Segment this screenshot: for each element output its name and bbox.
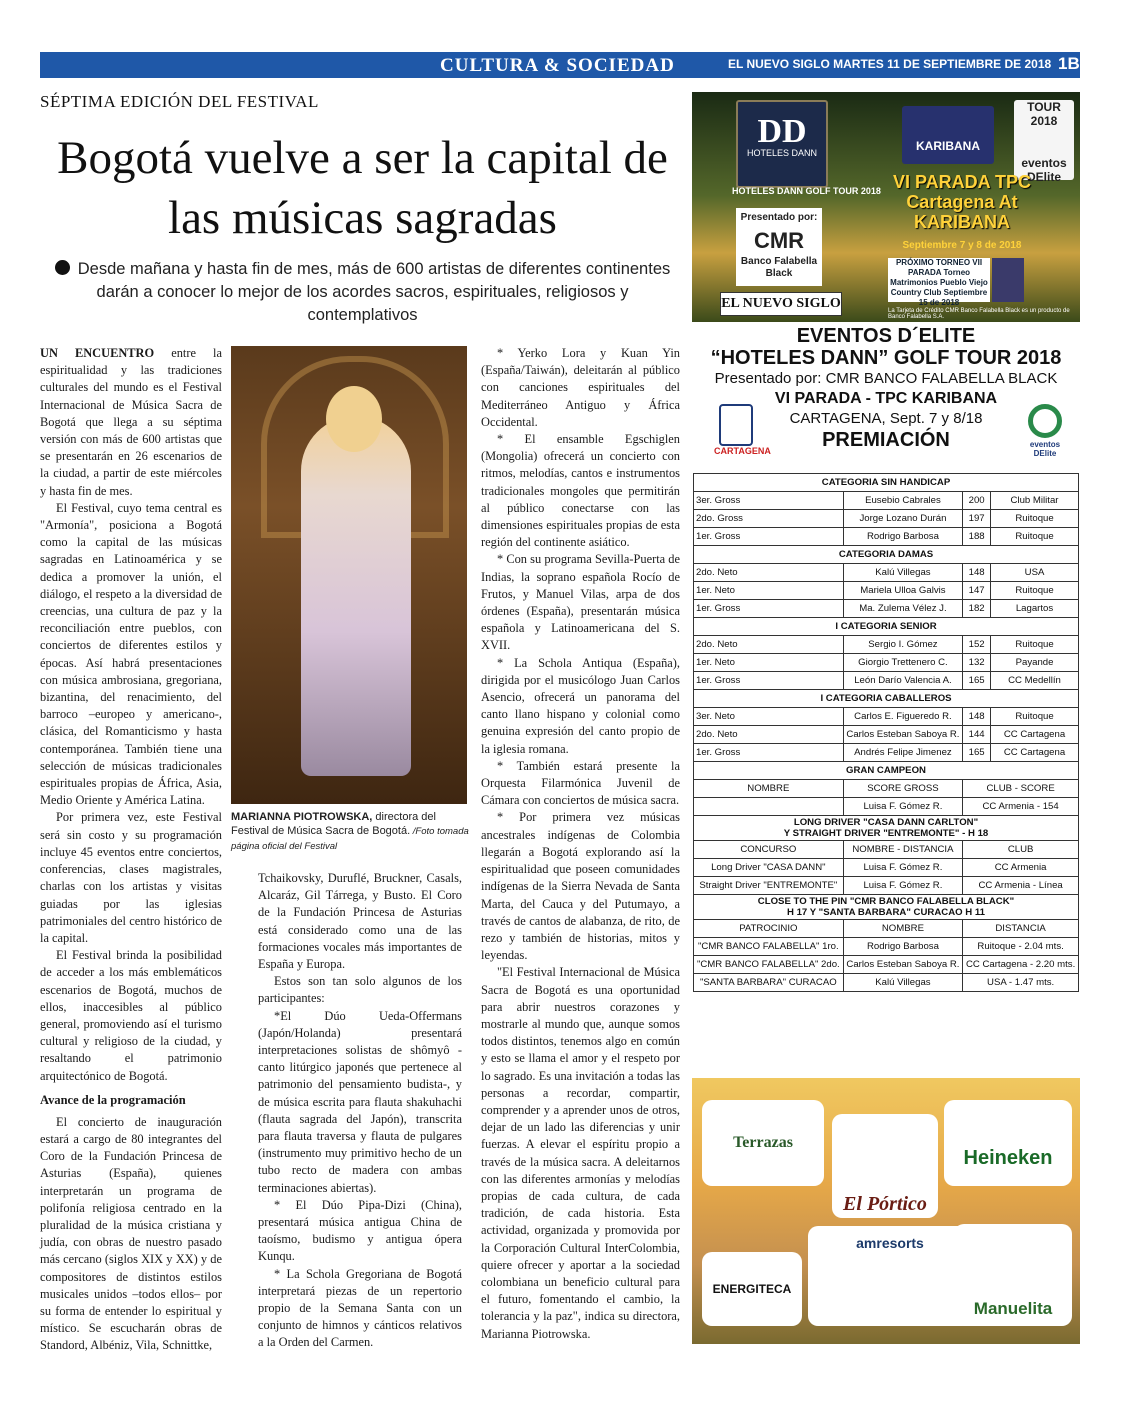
table-row: 1er. Neto Mariela Ulloa Galvis 147 Ruitoque bbox=[694, 582, 1079, 600]
eventos-place: CARTAGENA, Sept. 7 y 8/18 bbox=[789, 410, 983, 427]
paragraph: UN ENCUENTRO entre la espiritualidad y las tradiciones culturales del mundo es el Festival Internacional de Música Sacra de Bogotá que llega a su séptima versión con más de 600 artistas que se presentarán en 26 escenarios de la ciudad, a partir de este miércoles y hasta fin de mes. bbox=[40, 346, 222, 498]
results-table bbox=[693, 473, 1079, 992]
article-kicker: SÉPTIMA EDICIÓN DEL FESTIVAL bbox=[40, 92, 319, 111]
paragraph: * También estará presente la Orquesta Filarmónica Juvenil de Cámara con conciertos de música sacra. bbox=[481, 758, 680, 808]
bullet-icon bbox=[55, 260, 70, 275]
table-row: 2do. Gross Jorge Lozano Durán 197 Ruitoque bbox=[694, 510, 1079, 528]
paragraph: El concierto de inauguración estará a cargo de 80 integrantes del Coro de la Fundación Princesa de Asturias (España), quienes interpretarán un programa de polifonía religiosa centrado en la pluralidad de la música cristiana y judía, con obras de nuestro pasado más cercano (siglos XIX y XX) y de compositores de distintos estilos musicales unidos –todos ellos– por su forma de entender lo espiritual y místico. Se escucharán obras de Standord, Albéniz, Vila, Schnittke, bbox=[40, 1114, 222, 1353]
table-row: "SANTA BARBARA" CURACAO Kalú Villegas USA - 1.47 mts. bbox=[694, 974, 1079, 992]
paragraph: Tchaikovsky, Duruflé, Bruckner, Casals, Alcaráz, Gil Tárrega, y Busto. El Coro de la Fundación Princesa de Asturias está considerado como una de las formaciones vocales más importantes de España y Europa. bbox=[258, 871, 462, 972]
article-photo bbox=[231, 346, 467, 804]
table-row: 1er. Gross León Darío Valencia A. 165 CC Medellín bbox=[694, 672, 1079, 690]
paragraph: * Por primera vez músicas ancestrales indígenas de Colombia llegarán a Bogotá explorando así la espiritualidad que poseen comunidades indígenas de la Sierra Nevada de Santa Marta, del Cauca y del Putumayo, a través de cantos de alabanza, de rito, de rezo y también de historias, mitos y leyendas. bbox=[481, 810, 680, 963]
table-row: 1er. Gross Rodrigo Barbosa 188 Ruitoque bbox=[694, 528, 1079, 546]
table-row: 3er. Gross Eusebio Cabrales 200 Club Militar bbox=[694, 492, 1079, 510]
table-row: 3er. Neto Carlos E. Figueredo R. 148 Ruitoque bbox=[694, 708, 1079, 726]
table-row: 2do. Neto Carlos Esteban Saboya R. 144 CC Cartagena bbox=[694, 726, 1079, 744]
vi-parada-dates: Septiembre 7 y 8 de 2018 bbox=[902, 240, 1022, 251]
table-row: Long Driver "CASA DANN" Luisa F. Gómez R. CC Armenia bbox=[694, 859, 1079, 877]
golf-tour-ad bbox=[692, 92, 1080, 322]
golf-tour-label: HOTELES DANN GOLF TOUR 2018 bbox=[732, 186, 881, 196]
paragraph: * Yerko Lora y Kuan Yin (España/Taiwán), deleitarán al público con canciones espirituales del Mediterráneo Antiguo y África Occidental. bbox=[481, 346, 680, 429]
paragraph: El Festival, cuyo tema central es "Armonía", posiciona a Bogotá como la capital de las músicas sagradas en Latinoamérica y se dedica a promover la unión, el diálogo, el respeto a la diversidad de creencias, una cultura de paz y la reconciliación entre pueblos, con conciertos de diferentes estilos y épocas. Así habrá presentaciones con música ambrosiana, gregoriana, bizantina, del renacimiento, del barroco –europeo y americano-, clásica, del Romanticismo y hasta contemporánea. También tiene una selección de músicas tradicionales espirituales propias de África, Asia, Medio Oriente y América Latina. bbox=[40, 500, 222, 808]
table-section-title: LONG DRIVER "CASA DANN CARLTON" Y STRAIGHT DRIVER "ENTREMONTE" - H 18 bbox=[694, 816, 1079, 841]
next-tournament-box: PRÓXIMO TORNEO VII PARADA Torneo Matrimonios Pueblo Viejo Country Club Septiembre 15 de 2018 bbox=[888, 258, 990, 302]
article-headline: Bogotá vuelve a ser la capital de las músicas sagradas bbox=[57, 132, 668, 244]
table-section-title: CATEGORIA DAMAS bbox=[694, 546, 1079, 564]
article-column-2 bbox=[258, 870, 462, 1352]
tpc-cartagena-logo: CARTAGENA bbox=[714, 404, 758, 464]
table-section-title: CATEGORIA SIN HANDICAP bbox=[694, 474, 1079, 492]
tpc-icon bbox=[719, 404, 753, 446]
hoteles-dann-logo: DD HOTELES DANN bbox=[736, 100, 828, 188]
section-subhead: Avance de la programación bbox=[40, 1092, 186, 1107]
photo-head bbox=[326, 386, 382, 452]
nuevo-siglo-tag: EL NUEVO SIGLO bbox=[720, 292, 842, 316]
el-portico-logo: El Pórtico bbox=[832, 1114, 938, 1218]
table-section-title: CLOSE TO THE PIN "CMR BANCO FALABELLA BLACK" H 17 Y "SANTA BARBARA" CURACAO H 11 bbox=[694, 895, 1079, 920]
section-title: CULTURA & SOCIEDAD bbox=[440, 55, 675, 76]
table-row: 1er. Gross Ma. Zulema Vélez J. 182 Lagartos bbox=[694, 600, 1079, 618]
energiteca-logo: ENERGITECA bbox=[702, 1252, 802, 1326]
photo-figure bbox=[301, 416, 411, 776]
ad-fine-print: La Tarjeta de Crédito CMR Banco Falabella Black es un producto de Banco Falabella S.A. bbox=[888, 308, 1070, 320]
eventos-subtitle: “HOTELES DANN” GOLF TOUR 2018 bbox=[710, 347, 1062, 369]
paragraph: El Festival brinda la posibilidad de acceder a los más emblemáticos escenarios de Bogotá, muchos de ellos, inaccesibles al público general, promoviendo así el turismo cultural y religioso de la ciudad, y resaltando el patrimonio arquitectónico de Bogotá. bbox=[40, 948, 222, 1083]
paragraph: *El Dúo Ueda-Offermans (Japón/Holanda) presentará interpretaciones solistas de shômyô -canto litúrgico japonés que pertenece al patrimonio del pensamiento budista-, y de música escrita para flauta shakuhachi (flauta sagrada del Japón), transcrita para flauta traversa y flauta de pulgares (instrumento muy primitivo hecho de un tubo recto de madera con ambas terminaciones abiertas). bbox=[258, 1008, 462, 1195]
paragraph: * El ensamble Egschiglen (Mongolia) ofrecerá un concierto con ritmos, melodías, cantos e instrumentos tradicionales mongoles que permitirán al público conectarse con las dimensiones espirituales propias de esta región del continente asiático. bbox=[481, 432, 680, 550]
photo-caption: MARIANNA PIOTROWSKA, directora del Festival de Música Sacra de Bogotá. /Foto tomada página oficial del Festival bbox=[231, 811, 469, 852]
table-row: 1er. Gross Andrés Felipe Jimenez 165 CC Cartagena bbox=[694, 744, 1079, 762]
table-header-row: PATROCINIO NOMBRE DISTANCIA bbox=[694, 920, 1079, 938]
paragraph: * El Dúo Pipa-Dizi (China), presentará música antigua China de taoísmo, budismo y antigua ópera Kunqu. bbox=[258, 1197, 462, 1264]
sponsors-panel bbox=[692, 1078, 1080, 1344]
paragraph: * La Schola Antiqua (España), dirigida por el musicólogo Juan Carlos Asencio, ofrecerá un panorama del canto llano hispano y colonial como genuina expresión del canto propio de la iglesia romana. bbox=[481, 655, 680, 756]
paragraph: Por primera vez, este Festival será sin costo y su programación incluye 45 eventos entre conciertos, conferencias, clases magistrales, charlas con los artistas y visitas guiadas por las iglesias patrimoniales del centro histórico de la capital. bbox=[40, 810, 222, 945]
table-row: 2do. Neto Sergio I. Gómez 152 Ruitoque bbox=[694, 636, 1079, 654]
tour-2018-logo: TOUR 2018 eventos DElite bbox=[1014, 100, 1074, 180]
table-header-row: NOMBRE SCORE GROSS CLUB - SCORE bbox=[694, 780, 1079, 798]
vi-parada-title: VI PARADA TPC Cartagena At KARIBANA bbox=[892, 172, 1031, 232]
table-section-title: I CATEGORIA CABALLEROS bbox=[694, 690, 1079, 708]
eventos-title: EVENTOS D´ELITE bbox=[796, 325, 976, 347]
table-header-row: CONCURSO NOMBRE - DISTANCIA CLUB bbox=[694, 841, 1079, 859]
lead-caps: UN ENCUENTRO bbox=[40, 346, 155, 360]
paragraph: Estos son tan solo algunos de los participantes: bbox=[258, 974, 462, 1006]
table-row: Straight Driver "ENTREMONTE" Luisa F. Gómez R. CC Armenia - Línea bbox=[694, 877, 1079, 895]
table-section-title: I CATEGORIA SENIOR bbox=[694, 618, 1079, 636]
page-number: 1B bbox=[1058, 54, 1080, 73]
delite-icon bbox=[1028, 404, 1062, 438]
eventos-presented-by: Presentado por: CMR BANCO FALABELLA BLACK bbox=[714, 370, 1058, 387]
table-row: "CMR BANCO FALABELLA" 1ro. Rodrigo Barbosa Ruitoque - 2.04 mts. bbox=[694, 938, 1079, 956]
karibana-logo: KARIBANA bbox=[902, 106, 994, 164]
article-column-3 bbox=[481, 345, 680, 1343]
article-column-1 bbox=[40, 345, 222, 1355]
eventos-parada: VI PARADA - TPC KARIBANA bbox=[774, 390, 998, 407]
table-section-title: GRAN CAMPEON bbox=[694, 762, 1079, 780]
paragraph: * Con su programa Sevilla-Puerta de Indias, la soprano española Rocío de Frutos, y Manuel Vilas, arpa de dos órdenes (España), presentarán música española y Latinoamericana del S. XVII. bbox=[481, 552, 680, 653]
heineken-logo: Heineken bbox=[944, 1100, 1072, 1186]
manuelita-logo: Manuelita bbox=[954, 1224, 1072, 1326]
subhead-text: Desde mañana y hasta fin de mes, más de 600 artistas de diferentes continentes darán a conocer lo mejor de los acordes sacros, espirituales, religiosos y contemplativos bbox=[77, 260, 671, 324]
terrazas-logo: Terrazas bbox=[702, 1100, 824, 1186]
table-row: Luisa F. Gómez R. CC Armenia - 154 bbox=[694, 798, 1079, 816]
issue-date-line: EL NUEVO SIGLO MARTES 11 DE SEPTIEMBRE DE 2018 bbox=[728, 57, 1052, 71]
table-row: 1er. Neto Giorgio Trettenero C. 132 Payande bbox=[694, 654, 1079, 672]
eventos-delite-logo: eventos DElite bbox=[1020, 404, 1070, 464]
club-crest-icon bbox=[992, 258, 1024, 302]
sponsor-presentado-box: Presentado por: CMR Banco Falabella Black bbox=[736, 208, 822, 286]
article-subhead bbox=[40, 258, 685, 327]
paragraph: * La Schola Gregoriana de Bogotá interpretará piezas de un repertorio propio de la Semana Santa con un conjunto de himnos y cánticos relativos a la Orden del Carmen. bbox=[258, 1266, 462, 1350]
table-row: 2do. Neto Kalú Villegas 148 USA bbox=[694, 564, 1079, 582]
paragraph: "El Festival Internacional de Música Sacra de Bogotá es una oportunidad para abrir nuestros corazones y mostrarle al mundo que, aunque somos todos distintos, tenemos algo en común y esto se llama el amor y el respeto por lo sagrado. Es una invitación a todas las personas a recordar, compartir, comprender y a aprender unos de otros, dejar de un lado las diferencias y unir fuerzas. A elevar el espíritu propio a través de la música sacra. A deleitarnos con las diferentes armonías y melodías propias de cada cultura, de cada tradición, de cada historia. Esta actividad, organizada y promovida por la Corporación Cultural InterColombia, quiere ofrecer y aportar a la sociedad colombiana un beneficio cultural para el futuro, fomentando el cambio, la tolerancia y la paz", indica su directora, Marianna Piotrowska. bbox=[481, 965, 680, 1341]
amresorts-logo: amresorts bbox=[808, 1226, 972, 1326]
eventos-premiacion: PREMIACIÓN bbox=[822, 429, 950, 451]
table-row: "CMR BANCO FALABELLA" 2do. Carlos Esteban Saboya R. CC Cartagena - 2.20 mts. bbox=[694, 956, 1079, 974]
